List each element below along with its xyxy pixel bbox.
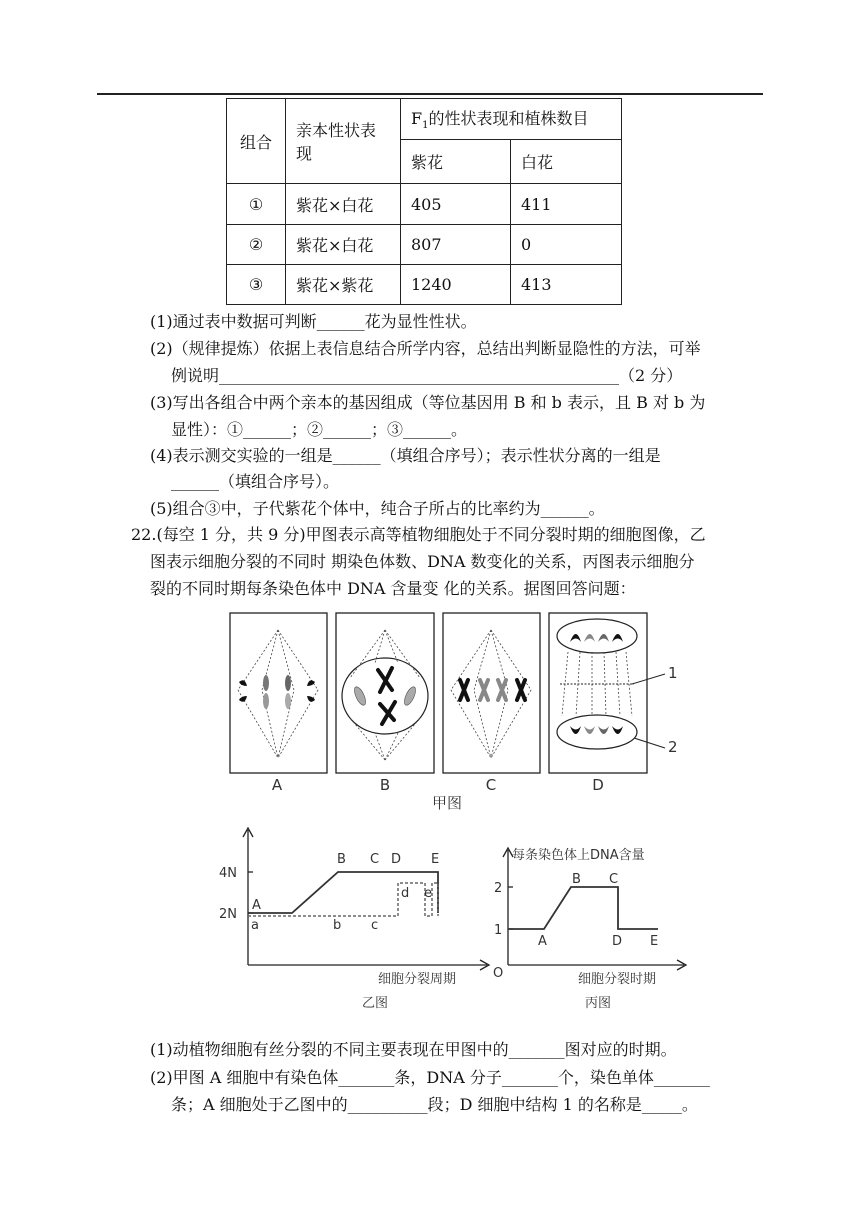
- cell-a-chromosomes: [239, 675, 315, 709]
- cell-d-telophase: [557, 619, 665, 749]
- question-21-3b: 显性）：①______；②______；③______。: [171, 420, 468, 439]
- header-parents: 亲本性状表现: [286, 99, 401, 184]
- callout-2: 2: [668, 738, 678, 756]
- figure-yi: [215, 825, 495, 1015]
- bing-point-A: A: [538, 934, 547, 949]
- callout-1-leader: [632, 674, 665, 684]
- question-22-line2: 图表示细胞分裂的不同时 期染色体数、DNA 数变化的关系，丙图表示细胞分: [150, 552, 695, 571]
- bing-ylabel: 每条染色体上DNA含量: [512, 848, 645, 863]
- callout-2-leader: [634, 738, 665, 748]
- cell-c-frame: [443, 613, 540, 773]
- yi-point-B: B: [337, 852, 346, 867]
- table-row: ② 紫花×白花 807 0: [227, 225, 622, 265]
- question-21-1: (1)通过表中数据可判断______花为显性性状。: [150, 312, 477, 331]
- cell-label-a: A: [271, 776, 283, 794]
- yi-dna-curve: [248, 872, 438, 913]
- question-22-2a: (2)甲图 A 细胞中有染色体_______条，DNA 分子_______个，染色单体_______: [150, 1068, 710, 1087]
- question-22-2b: 条；A 细胞处于乙图中的__________段；D 细胞中结构 1 的名称是_____。: [171, 1095, 698, 1114]
- question-22-1: (1)动植物细胞有丝分裂的不同主要表现在甲图中的_______图对应的时期。: [150, 1040, 677, 1059]
- yi-tick-4n: 4N: [219, 866, 237, 881]
- header-purple: 紫花: [401, 140, 511, 184]
- yi-point-E: E: [431, 852, 440, 867]
- bing-origin: O: [493, 966, 504, 981]
- header-group: 组合: [227, 99, 286, 184]
- figure-jia: [220, 608, 700, 813]
- table-row: ③ 紫花×紫花 1240 413: [227, 265, 622, 305]
- bing-tick-1: 1: [494, 923, 503, 938]
- caption-yi: 乙图: [361, 996, 389, 1011]
- yi-xlabel: 细胞分裂周期: [378, 972, 457, 987]
- yi-tick-2n: 2N: [219, 907, 237, 922]
- question-21-2b: 例说明__________________________________________________（2 分）: [171, 366, 683, 385]
- callout-1: 1: [668, 664, 678, 682]
- cell-c-metaphase: [451, 630, 531, 758]
- yi-point-b: b: [333, 918, 342, 933]
- question-21-2a: (2)（规律提炼）依据上表信息结合所学内容，总结出判断显隐性的方法，可举: [150, 339, 701, 358]
- yi-point-d: d: [401, 886, 410, 901]
- bing-tick-2: 2: [494, 881, 503, 896]
- question-21-5: (5)组合③中，子代紫花个体中，纯合子所占的比率约为______。: [150, 499, 605, 518]
- caption-jia: 甲图: [431, 794, 463, 812]
- cell-a-spindle: [238, 630, 318, 758]
- question-21-4b: ______（填组合序号）。: [171, 472, 340, 491]
- figure-bing: [488, 835, 688, 1015]
- question-21-4a: (4)表示测交实验的一组是______（填组合序号）；表示性状分离的一组是: [150, 446, 661, 465]
- cell-label-b: B: [379, 776, 391, 794]
- bing-point-B: B: [572, 872, 581, 887]
- yi-point-a: a: [251, 918, 259, 933]
- table-row: ① 紫花×白花 405 411: [227, 184, 622, 225]
- cell-label-c: C: [485, 776, 497, 794]
- bing-point-C: C: [609, 872, 619, 887]
- question-22-line1: 22.(每空 1 分，共 9 分)甲图表示高等植物细胞处于不同分裂时期的细胞图像，乙: [131, 525, 706, 544]
- bing-point-D: D: [612, 934, 623, 949]
- cross-results-table: [226, 98, 622, 305]
- bing-xlabel: 细胞分裂时期: [578, 972, 657, 987]
- question-21-3a: (3)写出各组合中两个亲本的基因组成（等位基因用 B 和 b 表示，且 B 对 b 为: [150, 393, 706, 412]
- caption-bing: 丙图: [584, 996, 612, 1011]
- yi-point-C: C: [370, 852, 380, 867]
- cell-b-frame: [336, 613, 434, 773]
- yi-chromosome-curve: [248, 883, 438, 916]
- bing-dna-curve: [508, 887, 658, 929]
- cell-a-frame: [230, 613, 327, 773]
- cell-label-d: D: [592, 776, 604, 794]
- top-rule: [97, 93, 763, 95]
- yi-point-D: D: [391, 852, 402, 867]
- header-f1: $F_1$的性状表现和植株数目: [401, 99, 622, 140]
- question-22-line3: 裂的不同时期每条染色体中 DNA 含量变 化的关系。据图回答问题：: [150, 579, 636, 598]
- yi-point-A: A: [252, 898, 261, 913]
- header-white: 白花: [511, 140, 622, 184]
- yi-point-e: e: [424, 886, 432, 901]
- yi-point-c: c: [371, 918, 379, 933]
- cell-b-nucleus: [342, 630, 428, 760]
- bing-point-E: E: [650, 934, 659, 949]
